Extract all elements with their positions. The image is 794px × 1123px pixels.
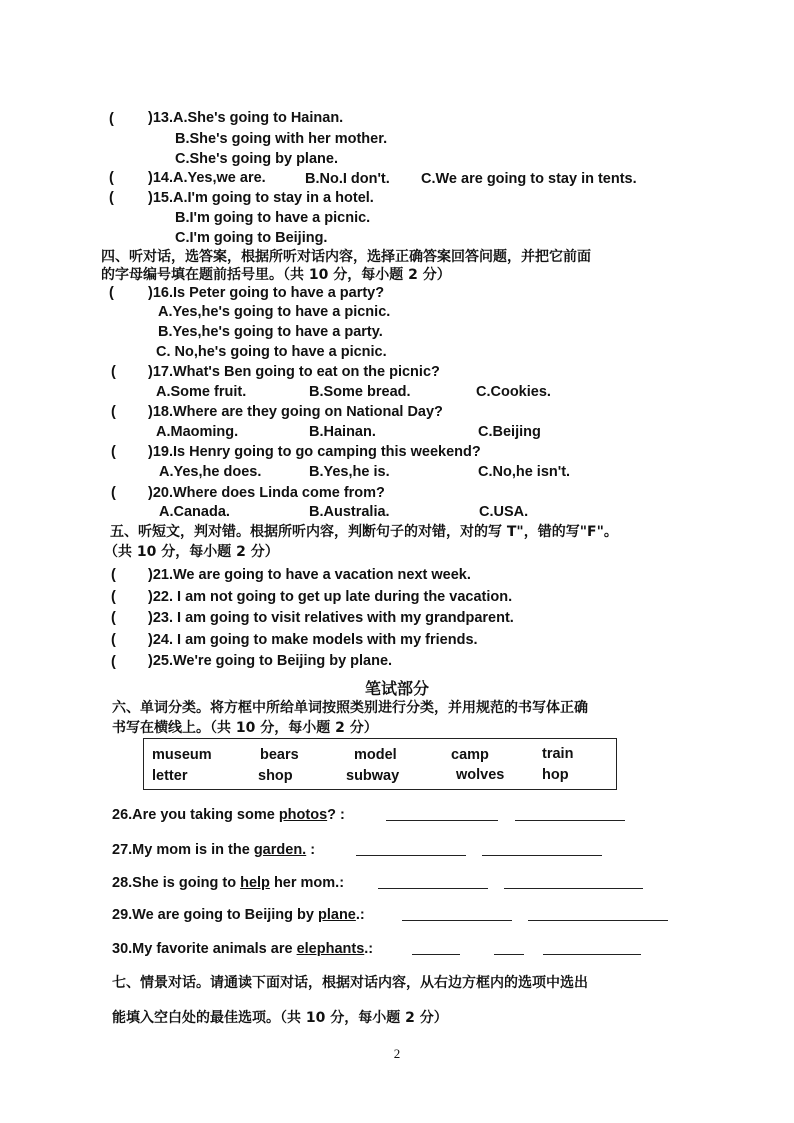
option-c: C.I'm going to Beijing.: [175, 230, 328, 246]
answer-paren: (: [111, 589, 116, 605]
written-part-title: 笔试部分: [364, 679, 429, 698]
answer-blank[interactable]: [504, 888, 643, 889]
option-b: B.She's going with her mother.: [175, 131, 388, 147]
question-22: )22. I am not going to get up late during the vacation.: [148, 589, 513, 605]
option-b: B.Some bread.: [309, 384, 411, 400]
section-6-instruction: 六、单词分类。将方框中所给单词按照类别进行分类，并用规范的书写体正确: [112, 700, 588, 716]
option-c: C.USA.: [479, 504, 529, 520]
question-21: )21.We are going to have a vacation next week.: [148, 567, 471, 583]
option-a: A.Yes,we are.: [173, 170, 266, 186]
option-b: B.No.I don't.: [305, 171, 390, 187]
answer-paren: (: [109, 285, 114, 301]
question-14: [148, 168, 266, 188]
question-29: [112, 905, 365, 925]
option-c: C.We are going to stay in tents.: [421, 171, 637, 187]
underlined-word: help: [240, 875, 270, 891]
option-c: C. No,he's going to have a picnic.: [156, 344, 387, 360]
word: model: [354, 747, 397, 763]
question-13: [148, 108, 343, 128]
option-c: C.No,he isn't.: [478, 464, 571, 480]
answer-paren: (: [111, 404, 116, 420]
question-text: Where does Linda come from?: [173, 485, 385, 501]
word: wolves: [456, 767, 505, 783]
answer-paren: (: [109, 190, 114, 206]
answer-paren: (: [111, 567, 116, 583]
question-30: [112, 939, 373, 959]
word: museum: [152, 747, 212, 763]
word: shop: [258, 768, 293, 784]
section-5-instruction: 五、听短文，判对错。根据所听内容，判断句子的对错，对的写 T"，错的写"F"。: [110, 524, 618, 540]
option-a: A.Yes,he's going to have a picnic.: [158, 304, 391, 320]
option-a: A.Canada.: [159, 504, 230, 520]
option-b: B.Hainan.: [309, 424, 376, 440]
question-18: [148, 402, 443, 422]
option-b: B.Yes,he's going to have a party.: [158, 324, 383, 340]
answer-blank[interactable]: [515, 820, 625, 821]
answer-blank[interactable]: [402, 920, 512, 921]
option-b: B.I'm going to have a picnic.: [175, 210, 371, 226]
question-text: ? :: [327, 807, 345, 823]
word: train: [542, 746, 574, 762]
answer-paren: (: [111, 632, 116, 648]
section-4-instruction: 四、听对话，选答案，根据所听对话内容，选择正确答案回答问题，并把它前面: [101, 249, 591, 265]
question-text: Where are they going on National Day?: [173, 404, 443, 420]
question-text: 27.My mom is in the: [112, 842, 254, 858]
question-text: 26.Are you taking some: [112, 807, 279, 823]
section-5-instruction-cont: （共 10 分，每小题 2 分）: [104, 544, 279, 560]
answer-blank[interactable]: [378, 888, 488, 889]
question-24: )24. I am going to make models with my friends.: [148, 632, 478, 648]
question-15: [148, 188, 374, 208]
answer-paren: (: [109, 111, 114, 127]
section-6-instruction-cont: 书写在横线上。（共 10 分，每小题 2 分）: [112, 720, 378, 736]
question-text: 28.She is going to: [112, 875, 241, 891]
answer-blank[interactable]: [482, 855, 602, 856]
section-7-instruction: 七、情景对话。请通读下面对话，根据对话内容，从右边方框内的选项中选出: [112, 975, 588, 991]
answer-blank[interactable]: [494, 954, 524, 955]
option-b: B.Yes,he is.: [309, 464, 390, 480]
answer-paren: (: [109, 170, 114, 186]
question-text: 30.My favorite animals are: [112, 941, 297, 957]
word-box: [143, 738, 617, 790]
option-c: C.Beijing: [478, 424, 541, 440]
question-text: Is Henry going to go camping this weekend?: [173, 444, 481, 460]
question-17: [148, 362, 440, 382]
question-text: 29.We are going to Beijing by: [112, 907, 318, 923]
question-text: .:: [364, 941, 374, 957]
option-a: A.She's going to Hainan.: [173, 110, 344, 126]
question-19: [148, 442, 481, 462]
answer-blank[interactable]: [356, 855, 466, 856]
underlined-word: garden.: [253, 842, 307, 858]
answer-blank[interactable]: [412, 954, 460, 955]
question-16: [148, 283, 384, 303]
option-a: A.I'm going to stay in a hotel.: [173, 190, 374, 206]
question-23: )23. I am going to visit relatives with my grandparent.: [148, 610, 514, 626]
question-number: )16.: [148, 285, 173, 301]
question-number: )18.: [148, 404, 173, 420]
question-number: )15.: [148, 190, 173, 206]
word: subway: [346, 768, 400, 784]
section-7-instruction-cont: 能填入空白处的最佳选项。（共 10 分，每小题 2 分）: [112, 1010, 448, 1026]
question-number: )13.: [148, 110, 173, 126]
question-text: What's Ben going to eat on the picnic?: [173, 364, 440, 380]
option-a: A.Maoming.: [156, 424, 239, 440]
question-text: Is Peter going to have a party?: [173, 285, 385, 301]
question-28: [112, 873, 344, 893]
question-number: )19.: [148, 444, 173, 460]
section-4-instruction-cont: 的字母编号填在题前括号里。（共 10 分，每小题 2 分）: [101, 267, 451, 283]
option-a: A.Some fruit.: [156, 384, 247, 400]
word: letter: [152, 768, 188, 784]
question-text: .:: [355, 907, 365, 923]
option-c: C.She's going by plane.: [175, 151, 338, 167]
option-a: A.Yes,he does.: [159, 464, 262, 480]
answer-paren: (: [111, 485, 116, 501]
word: camp: [451, 747, 489, 763]
question-number: )20.: [148, 485, 173, 501]
question-number: )17.: [148, 364, 173, 380]
answer-paren: (: [111, 444, 116, 460]
underlined-word: plane: [318, 907, 356, 923]
answer-blank[interactable]: [386, 820, 498, 821]
underlined-word: photos: [278, 807, 328, 823]
question-27: [112, 840, 315, 860]
question-25: )25.We're going to Beijing by plane.: [148, 653, 393, 669]
answer-blank[interactable]: [543, 954, 641, 955]
question-text: her mom.:: [269, 875, 345, 891]
answer-paren: (: [111, 610, 116, 626]
answer-paren: (: [111, 654, 116, 670]
underlined-word: elephants: [296, 941, 365, 957]
page-number: 2: [393, 1046, 401, 1061]
answer-blank[interactable]: [528, 920, 668, 921]
word: bears: [260, 747, 299, 763]
word: hop: [542, 767, 569, 783]
question-26: [112, 805, 345, 825]
option-b: B.Australia.: [309, 504, 390, 520]
option-c: C.Cookies.: [476, 384, 551, 400]
answer-paren: (: [111, 364, 116, 380]
question-number: )14.: [148, 170, 173, 186]
question-20: [148, 483, 385, 503]
question-text: :: [306, 842, 316, 858]
